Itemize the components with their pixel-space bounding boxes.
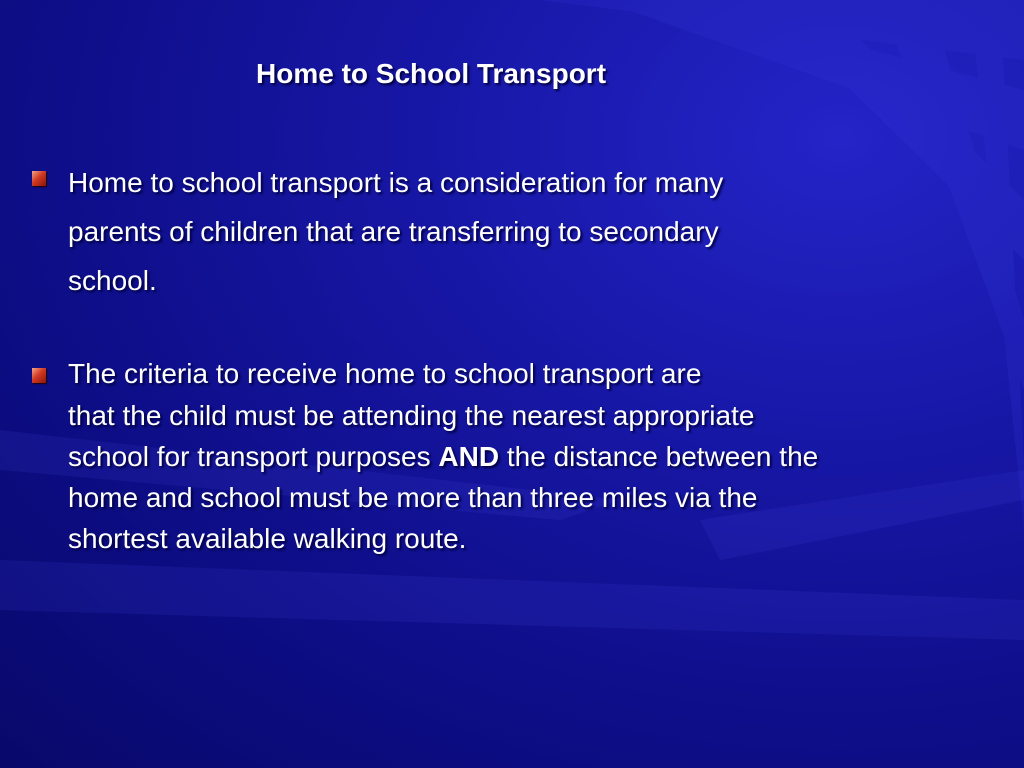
bullet-square-icon [32,368,46,383]
bullet-1-text [68,158,723,305]
bullet-2-paragraph [68,395,998,559]
bullet-square-icon [32,171,46,186]
slide-title: Home to School Transport [256,58,607,89]
bullet-2-text [68,356,998,559]
bullet-2-line: shortest available walking route. [68,523,467,554]
bullet-1-line: school. [68,265,157,296]
bullet-2-first-line: The criteria to receive home to school transport are [68,358,702,389]
bullet-2-text-segment: school for transport purposes [68,441,439,472]
bold-and-keyword: AND [438,441,500,472]
bullet-2-line [68,436,998,477]
bullet-2-line: that the child must be attending the nearest appropriate [68,400,755,431]
bullet-2-text-segment: the distance between the [499,441,819,472]
bullet-1-line: parents of children that are transferring to secondary [68,216,719,247]
bullet-2-line: home and school must be more than three miles via the [68,482,758,513]
bullet-1-line: Home to school transport is a consideration for many [68,167,724,198]
